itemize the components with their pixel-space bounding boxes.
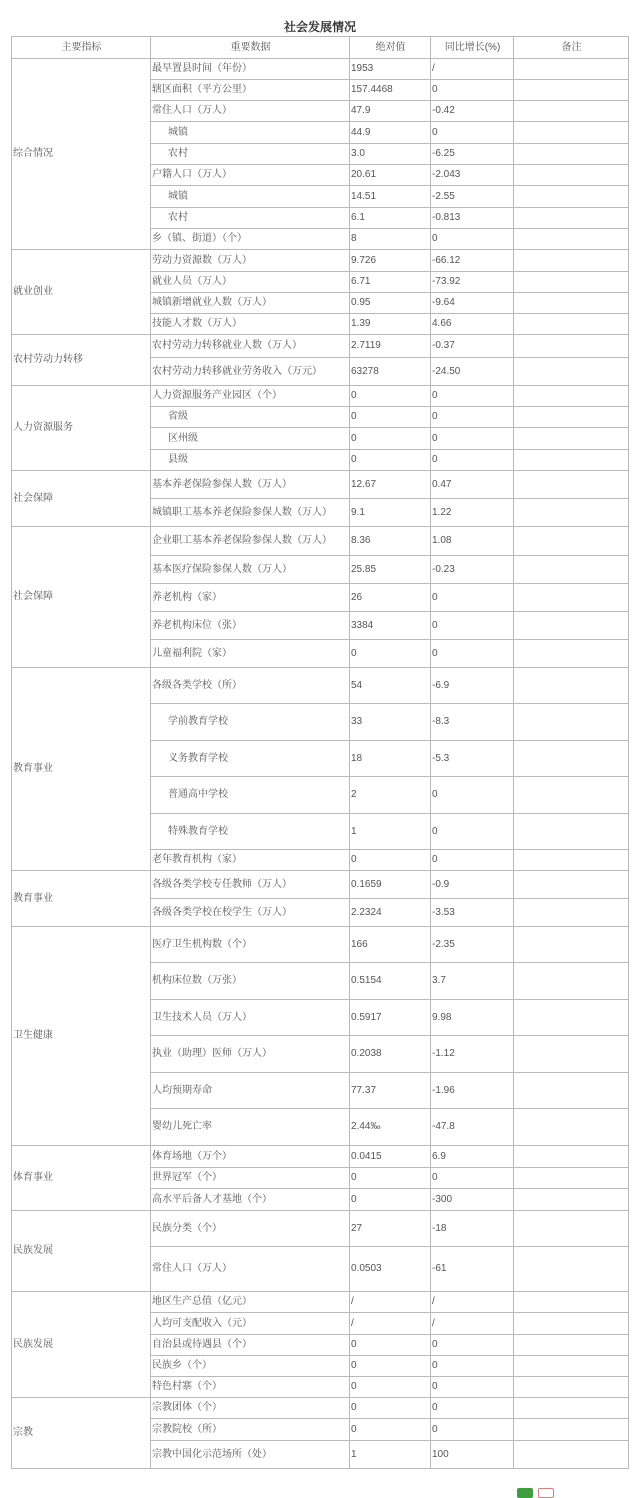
yoy-growth-cell: -5.3 <box>431 741 514 777</box>
remarks-cell <box>514 122 629 144</box>
remarks-cell <box>514 1000 629 1036</box>
yoy-growth-cell: -0.37 <box>431 335 514 358</box>
absolute-value-cell: 33 <box>350 704 431 741</box>
remarks-cell <box>514 450 629 471</box>
indicator-label-cell: 自治县或待遇县（个） <box>151 1335 350 1356</box>
indicator-label-cell: 宗教中国化示范场所（处） <box>151 1441 350 1469</box>
indicator-label-cell: 城镇新增就业人数（万人） <box>151 293 350 314</box>
indicator-label-cell: 民族分类（个） <box>151 1211 350 1247</box>
category-cell: 人力资源服务 <box>12 386 151 471</box>
remarks-cell <box>514 704 629 741</box>
remarks-cell <box>514 358 629 386</box>
yoy-growth-cell: -0.813 <box>431 208 514 229</box>
absolute-value-cell: 0 <box>350 450 431 471</box>
indicator-label-cell: 农村 <box>151 208 350 229</box>
remarks-cell <box>514 1247 629 1292</box>
remarks-cell <box>514 927 629 963</box>
indicator-label-cell: 医疗卫生机构数（个） <box>151 927 350 963</box>
absolute-value-cell: 0.95 <box>350 293 431 314</box>
yoy-growth-cell: 0 <box>431 1419 514 1441</box>
category-cell: 民族发展 <box>12 1292 151 1398</box>
remarks-cell <box>514 814 629 850</box>
category-cell: 农村劳动力转移 <box>12 335 151 386</box>
yoy-growth-cell: -1.96 <box>431 1073 514 1109</box>
social-development-table <box>11 36 629 1469</box>
absolute-value-cell: 0 <box>350 1377 431 1398</box>
absolute-value-cell: 157.4468 <box>350 80 431 101</box>
yoy-growth-cell: -47.8 <box>431 1109 514 1146</box>
yoy-growth-cell: / <box>431 1292 514 1313</box>
absolute-value-cell: 0.5917 <box>350 1000 431 1036</box>
yoy-growth-cell: -8.3 <box>431 704 514 741</box>
remarks-cell <box>514 1036 629 1073</box>
category-cell: 体育事业 <box>12 1146 151 1211</box>
absolute-value-cell: 9.1 <box>350 499 431 527</box>
yoy-growth-cell: -61 <box>431 1247 514 1292</box>
indicator-label-cell: 世界冠军（个） <box>151 1168 350 1189</box>
indicator-label-cell: 城镇 <box>151 122 350 144</box>
indicator-label-cell: 农村劳动力转移就业人数（万人） <box>151 335 350 358</box>
indicator-label-cell: 城镇职工基本养老保险参保人数（万人） <box>151 499 350 527</box>
yoy-growth-cell: 0 <box>431 777 514 814</box>
yoy-growth-cell: 0 <box>431 814 514 850</box>
indicator-label-cell: 义务教育学校 <box>151 741 350 777</box>
yoy-growth-cell: 1.22 <box>431 499 514 527</box>
header-remarks: 备注 <box>514 37 629 59</box>
remarks-cell <box>514 335 629 358</box>
absolute-value-cell: 2.2324 <box>350 899 431 927</box>
absolute-value-cell: 63278 <box>350 358 431 386</box>
remarks-cell <box>514 293 629 314</box>
indicator-label-cell: 宗教院校（所） <box>151 1419 350 1441</box>
absolute-value-cell: 1 <box>350 814 431 850</box>
indicator-label-cell: 机构床位数（万张） <box>151 963 350 1000</box>
remarks-cell <box>514 186 629 208</box>
yoy-growth-cell: -24.50 <box>431 358 514 386</box>
absolute-value-cell: 3384 <box>350 612 431 640</box>
remarks-cell <box>514 59 629 80</box>
indicator-label-cell: 儿童福利院（家） <box>151 640 350 668</box>
remarks-cell <box>514 668 629 704</box>
absolute-value-cell: 0 <box>350 1189 431 1211</box>
indicator-label-cell: 地区生产总值（亿元） <box>151 1292 350 1313</box>
indicator-label-cell: 养老机构（家） <box>151 584 350 612</box>
remarks-cell <box>514 80 629 101</box>
indicator-label-cell: 卫生技术人员（万人） <box>151 1000 350 1036</box>
absolute-value-cell: 0 <box>350 428 431 450</box>
remarks-cell <box>514 144 629 165</box>
yoy-growth-cell: 0.47 <box>431 471 514 499</box>
absolute-value-cell: 27 <box>350 1211 431 1247</box>
yoy-growth-cell: 100 <box>431 1441 514 1469</box>
remarks-cell <box>514 1211 629 1247</box>
absolute-value-cell: 0 <box>350 1419 431 1441</box>
indicator-label-cell: 区州级 <box>151 428 350 450</box>
remarks-cell <box>514 208 629 229</box>
table-row <box>12 250 629 272</box>
yoy-growth-cell: / <box>431 59 514 80</box>
remarks-cell <box>514 165 629 186</box>
absolute-value-cell: / <box>350 1292 431 1313</box>
remarks-cell <box>514 1168 629 1189</box>
remarks-cell <box>514 777 629 814</box>
absolute-value-cell: 2.7119 <box>350 335 431 358</box>
remarks-cell <box>514 1146 629 1168</box>
remarks-cell <box>514 250 629 272</box>
absolute-value-cell: 2.44‰ <box>350 1109 431 1146</box>
table-row <box>12 668 629 704</box>
remarks-cell <box>514 1189 629 1211</box>
yoy-growth-cell: 0 <box>431 407 514 428</box>
absolute-value-cell: 0 <box>350 1398 431 1419</box>
yoy-growth-cell: 0 <box>431 584 514 612</box>
yoy-growth-cell: 0 <box>431 612 514 640</box>
remarks-cell <box>514 527 629 556</box>
yoy-growth-cell: -6.9 <box>431 668 514 704</box>
absolute-value-cell: 1.39 <box>350 314 431 335</box>
remarks-cell <box>514 428 629 450</box>
remarks-cell <box>514 1073 629 1109</box>
indicator-label-cell: 民族乡（个） <box>151 1356 350 1377</box>
indicator-label-cell: 农村劳动力转移就业劳务收入（万元） <box>151 358 350 386</box>
indicator-label-cell: 人均可支配收入（元） <box>151 1313 350 1335</box>
remarks-cell <box>514 1398 629 1419</box>
absolute-value-cell: 0.0415 <box>350 1146 431 1168</box>
remarks-cell <box>514 1377 629 1398</box>
table-row <box>12 1292 629 1313</box>
remarks-cell <box>514 1109 629 1146</box>
indicator-label-cell: 常住人口（万人） <box>151 1247 350 1292</box>
table-row <box>12 1398 629 1419</box>
indicator-label-cell: 常住人口（万人） <box>151 101 350 122</box>
yoy-growth-cell: -2.55 <box>431 186 514 208</box>
remarks-cell <box>514 386 629 407</box>
indicator-label-cell: 体育场地（万个） <box>151 1146 350 1168</box>
indicator-label-cell: 各级各类学校在校学生（万人） <box>151 899 350 927</box>
absolute-value-cell: 47.9 <box>350 101 431 122</box>
absolute-value-cell: 26 <box>350 584 431 612</box>
indicator-label-cell: 老年教育机构（家） <box>151 850 350 871</box>
remarks-cell <box>514 640 629 668</box>
indicator-label-cell: 乡（镇、街道）（个） <box>151 229 350 250</box>
green-badge-icon <box>517 1488 533 1498</box>
yoy-growth-cell: 0 <box>431 1168 514 1189</box>
indicator-label-cell: 学前教育学校 <box>151 704 350 741</box>
absolute-value-cell: 20.61 <box>350 165 431 186</box>
table-row <box>12 386 629 407</box>
absolute-value-cell: 25.85 <box>350 556 431 584</box>
indicator-label-cell: 宗教团体（个） <box>151 1398 350 1419</box>
header-key-data: 重要数据 <box>151 37 350 59</box>
yoy-growth-cell: 0 <box>431 850 514 871</box>
table-row <box>12 1211 629 1247</box>
remarks-cell <box>514 1313 629 1335</box>
yoy-growth-cell: -73.92 <box>431 272 514 293</box>
absolute-value-cell: 6.71 <box>350 272 431 293</box>
indicator-label-cell: 特色村寨（个） <box>151 1377 350 1398</box>
absolute-value-cell: 12.67 <box>350 471 431 499</box>
remarks-cell <box>514 899 629 927</box>
yoy-growth-cell: 9.98 <box>431 1000 514 1036</box>
table-row <box>12 59 629 80</box>
remarks-cell <box>514 741 629 777</box>
absolute-value-cell: 44.9 <box>350 122 431 144</box>
absolute-value-cell: 166 <box>350 927 431 963</box>
indicator-label-cell: 各级各类学校（所） <box>151 668 350 704</box>
absolute-value-cell: 9.726 <box>350 250 431 272</box>
header-indicator: 主要指标 <box>12 37 151 59</box>
indicator-label-cell: 基本医疗保险参保人数（万人） <box>151 556 350 584</box>
yoy-growth-cell: -0.42 <box>431 101 514 122</box>
absolute-value-cell: 0.5154 <box>350 963 431 1000</box>
indicator-label-cell: 基本养老保险参保人数（万人） <box>151 471 350 499</box>
yoy-growth-cell: 1.08 <box>431 527 514 556</box>
category-cell: 就业创业 <box>12 250 151 335</box>
header-yoy-growth: 同比增长(%) <box>431 37 514 59</box>
red-badge-icon <box>538 1488 554 1498</box>
header-absolute-value: 绝对值 <box>350 37 431 59</box>
category-cell: 民族发展 <box>12 1211 151 1292</box>
indicator-label-cell: 辖区面积（平方公里） <box>151 80 350 101</box>
absolute-value-cell: / <box>350 1313 431 1335</box>
absolute-value-cell: 0 <box>350 850 431 871</box>
table-header-row <box>12 37 629 59</box>
absolute-value-cell: 0 <box>350 640 431 668</box>
indicator-label-cell: 人力资源服务产业园区（个） <box>151 386 350 407</box>
absolute-value-cell: 6.1 <box>350 208 431 229</box>
indicator-label-cell: 婴幼儿死亡率 <box>151 1109 350 1146</box>
remarks-cell <box>514 871 629 899</box>
remarks-cell <box>514 556 629 584</box>
remarks-cell <box>514 272 629 293</box>
remarks-cell <box>514 1441 629 1469</box>
table-row <box>12 527 629 556</box>
indicator-label-cell: 特殊教育学校 <box>151 814 350 850</box>
absolute-value-cell: 54 <box>350 668 431 704</box>
indicator-label-cell: 高水平后备人才基地（个） <box>151 1189 350 1211</box>
category-cell: 社会保障 <box>12 527 151 668</box>
absolute-value-cell: 0 <box>350 1168 431 1189</box>
remarks-cell <box>514 1335 629 1356</box>
yoy-growth-cell: 0 <box>431 1335 514 1356</box>
yoy-growth-cell: 0 <box>431 386 514 407</box>
remarks-cell <box>514 612 629 640</box>
category-cell: 社会保障 <box>12 471 151 527</box>
yoy-growth-cell: -0.9 <box>431 871 514 899</box>
table-row <box>12 471 629 499</box>
absolute-value-cell: 1953 <box>350 59 431 80</box>
yoy-growth-cell: 4.66 <box>431 314 514 335</box>
yoy-growth-cell: / <box>431 1313 514 1335</box>
yoy-growth-cell: -1.12 <box>431 1036 514 1073</box>
category-cell: 综合情况 <box>12 59 151 250</box>
absolute-value-cell: 0.1659 <box>350 871 431 899</box>
yoy-growth-cell: 0 <box>431 1377 514 1398</box>
indicator-label-cell: 劳动力资源数（万人） <box>151 250 350 272</box>
indicator-label-cell: 城镇 <box>151 186 350 208</box>
absolute-value-cell: 77.37 <box>350 1073 431 1109</box>
category-cell: 卫生健康 <box>12 927 151 1146</box>
absolute-value-cell: 8.36 <box>350 527 431 556</box>
yoy-growth-cell: -300 <box>431 1189 514 1211</box>
remarks-cell <box>514 229 629 250</box>
indicator-label-cell: 普通高中学校 <box>151 777 350 814</box>
table-body <box>12 59 629 1469</box>
yoy-growth-cell: 0 <box>431 229 514 250</box>
remarks-cell <box>514 407 629 428</box>
absolute-value-cell: 0 <box>350 1356 431 1377</box>
page-title: 社会发展情况 <box>283 20 356 34</box>
remarks-cell <box>514 1292 629 1313</box>
absolute-value-cell: 8 <box>350 229 431 250</box>
remarks-cell <box>514 850 629 871</box>
remarks-cell <box>514 499 629 527</box>
category-cell: 宗教 <box>12 1398 151 1469</box>
remarks-cell <box>514 584 629 612</box>
absolute-value-cell: 0 <box>350 1335 431 1356</box>
indicator-label-cell: 人均预期寿命 <box>151 1073 350 1109</box>
yoy-growth-cell: -3.53 <box>431 899 514 927</box>
table-row <box>12 335 629 358</box>
remarks-cell <box>514 101 629 122</box>
remarks-cell <box>514 471 629 499</box>
yoy-growth-cell: 0 <box>431 428 514 450</box>
remarks-cell <box>514 1356 629 1377</box>
absolute-value-cell: 14.51 <box>350 186 431 208</box>
category-cell: 教育事业 <box>12 871 151 927</box>
table-row <box>12 1146 629 1168</box>
yoy-growth-cell: -18 <box>431 1211 514 1247</box>
yoy-growth-cell: -6.25 <box>431 144 514 165</box>
indicator-label-cell: 农村 <box>151 144 350 165</box>
yoy-growth-cell: -2.043 <box>431 165 514 186</box>
yoy-growth-cell: 0 <box>431 1356 514 1377</box>
indicator-label-cell: 执业（助理）医师（万人） <box>151 1036 350 1073</box>
yoy-growth-cell: 3.7 <box>431 963 514 1000</box>
yoy-growth-cell: -66.12 <box>431 250 514 272</box>
indicator-label-cell: 最早置县时间（年份） <box>151 59 350 80</box>
absolute-value-cell: 0.2038 <box>350 1036 431 1073</box>
absolute-value-cell: 0 <box>350 386 431 407</box>
indicator-label-cell: 企业职工基本养老保险参保人数（万人） <box>151 527 350 556</box>
absolute-value-cell: 18 <box>350 741 431 777</box>
yoy-growth-cell: 0 <box>431 640 514 668</box>
yoy-growth-cell: -0.23 <box>431 556 514 584</box>
absolute-value-cell: 2 <box>350 777 431 814</box>
yoy-growth-cell: 0 <box>431 1398 514 1419</box>
absolute-value-cell: 0 <box>350 407 431 428</box>
indicator-label-cell: 户籍人口（万人） <box>151 165 350 186</box>
absolute-value-cell: 3.0 <box>350 144 431 165</box>
indicator-label-cell: 养老机构床位（张） <box>151 612 350 640</box>
table-row <box>12 871 629 899</box>
remarks-cell <box>514 314 629 335</box>
category-cell: 教育事业 <box>12 668 151 871</box>
yoy-growth-cell: -9.64 <box>431 293 514 314</box>
yoy-growth-cell: 0 <box>431 450 514 471</box>
remarks-cell <box>514 963 629 1000</box>
yoy-growth-cell: 0 <box>431 80 514 101</box>
absolute-value-cell: 0.0503 <box>350 1247 431 1292</box>
absolute-value-cell: 1 <box>350 1441 431 1469</box>
indicator-label-cell: 县级 <box>151 450 350 471</box>
indicator-label-cell: 技能人才数（万人） <box>151 314 350 335</box>
indicator-label-cell: 就业人员（万人） <box>151 272 350 293</box>
yoy-growth-cell: 6.9 <box>431 1146 514 1168</box>
indicator-label-cell: 省级 <box>151 407 350 428</box>
yoy-growth-cell: -2.35 <box>431 927 514 963</box>
remarks-cell <box>514 1419 629 1441</box>
yoy-growth-cell: 0 <box>431 122 514 144</box>
table-row <box>12 927 629 963</box>
indicator-label-cell: 各级各类学校专任教师（万人） <box>151 871 350 899</box>
